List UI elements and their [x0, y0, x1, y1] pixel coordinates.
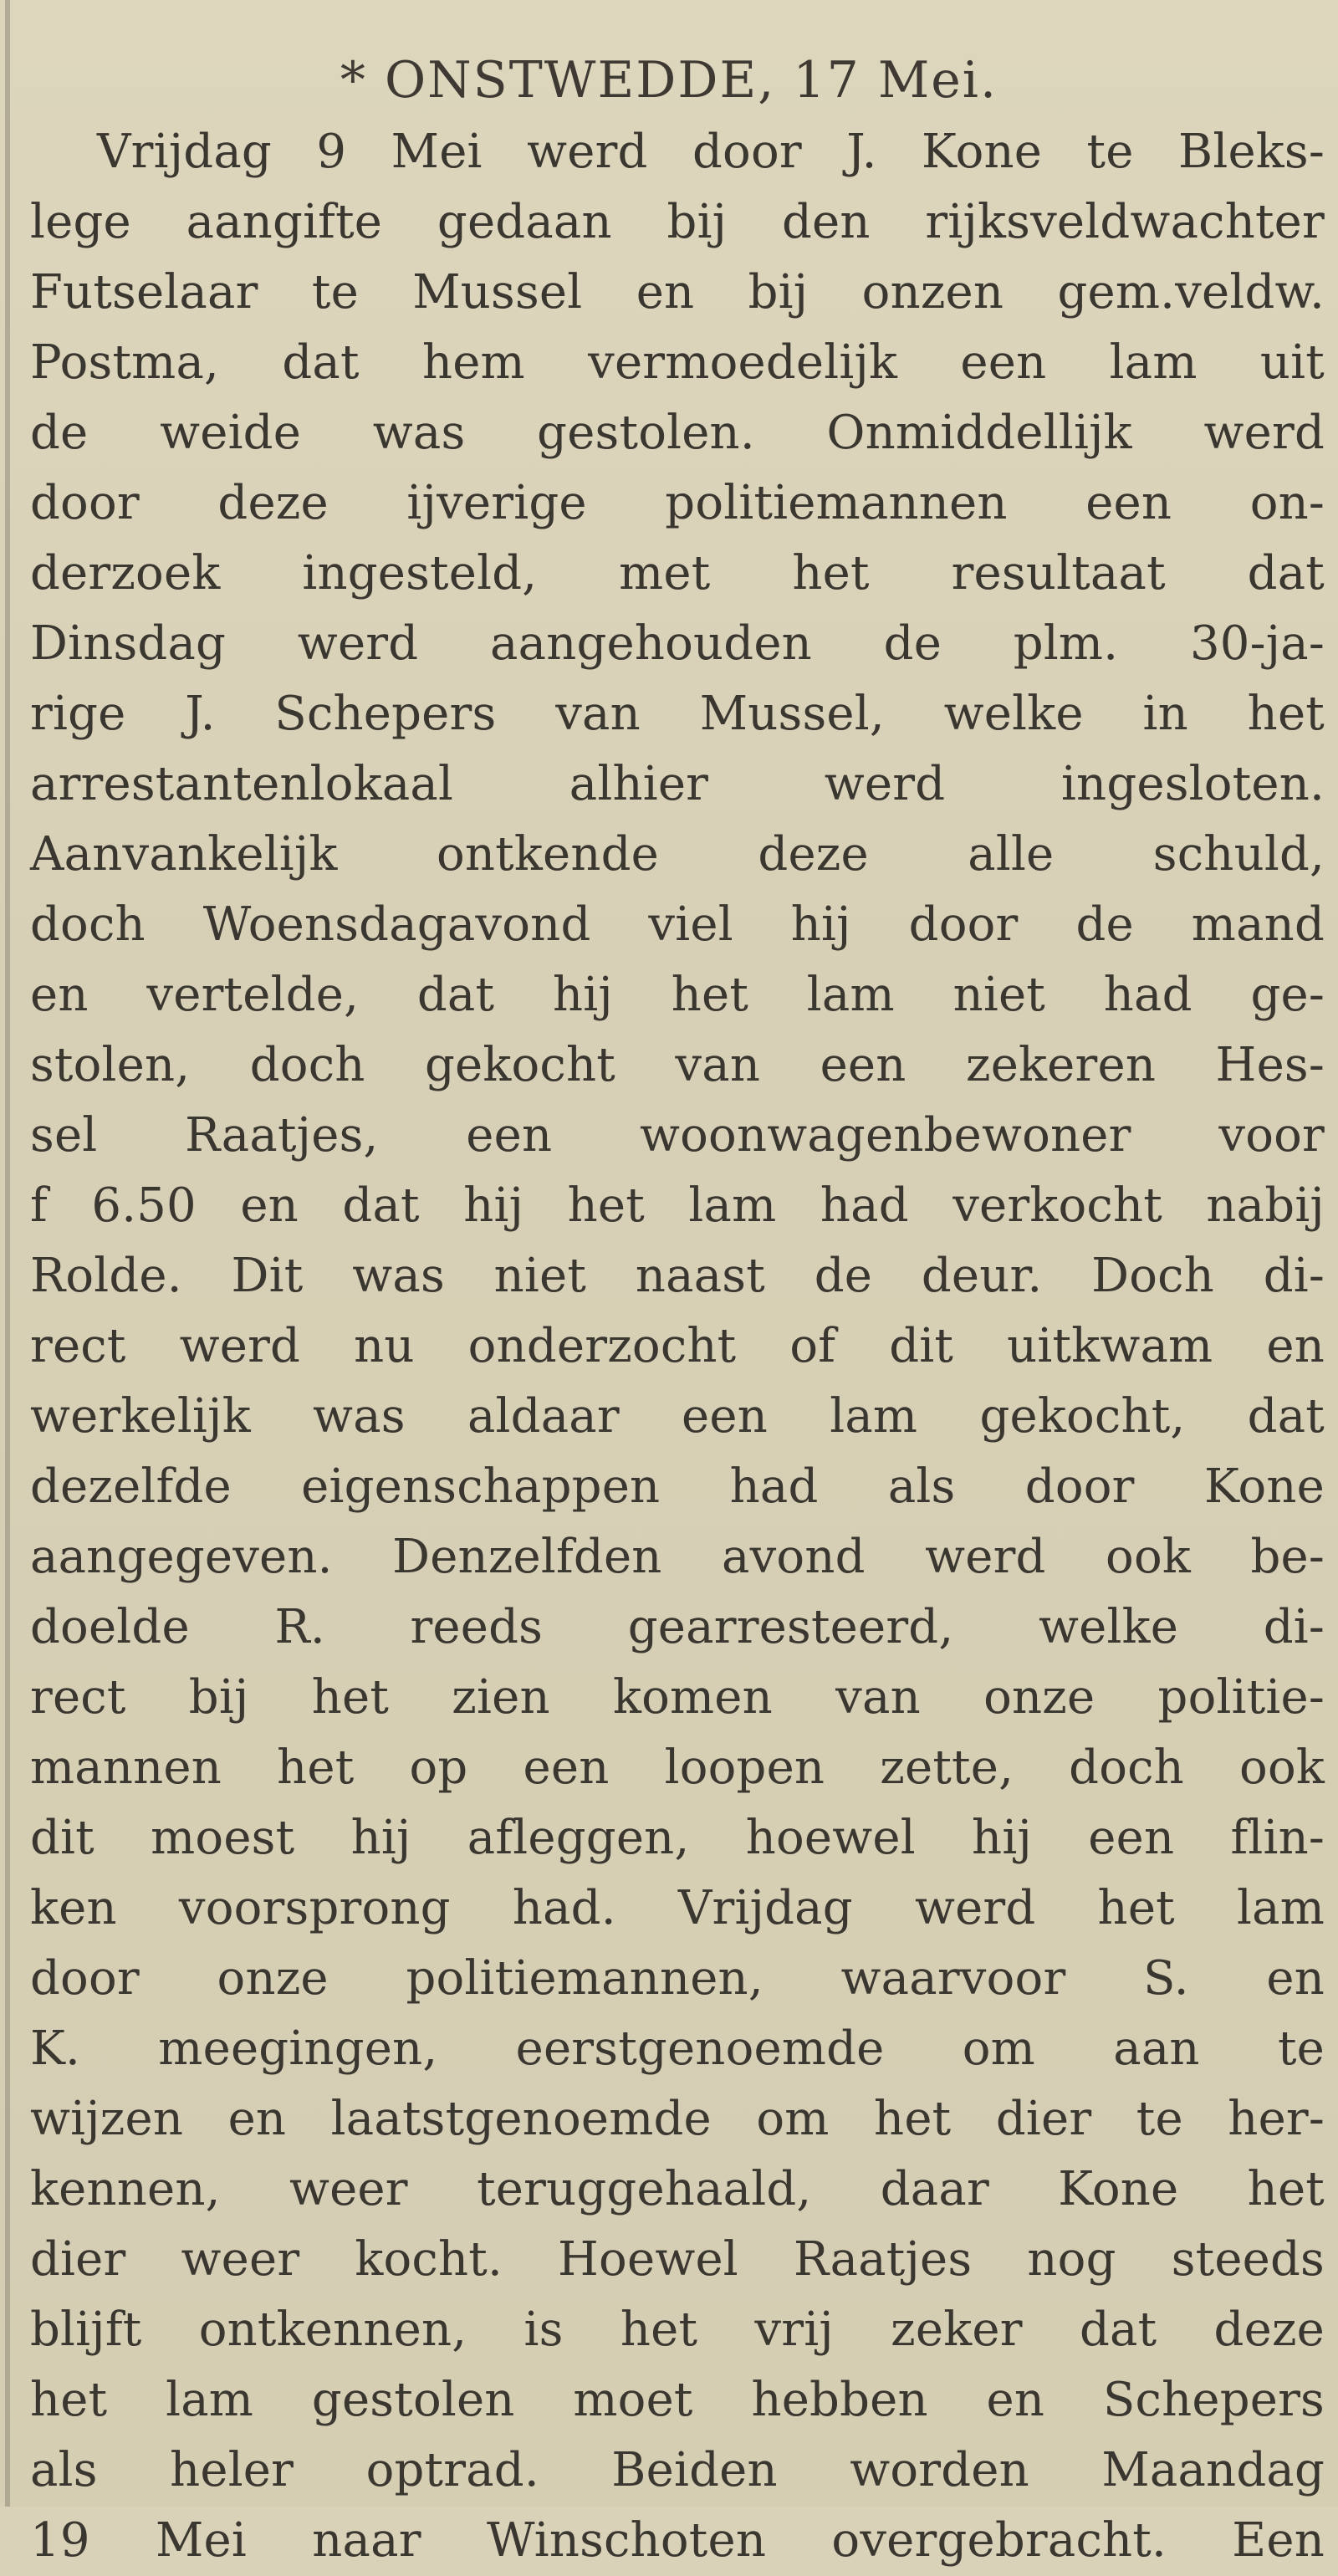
article-line: als heler optrad. Beiden worden Maandag — [30, 2443, 1325, 2497]
article-line: mannen het op een loopen zette, doch ook — [30, 1740, 1325, 1795]
article-line: rect bij het zien komen van onze politie- — [30, 1670, 1325, 1725]
article-line: doch Woensdagavond viel hij door de mand — [30, 897, 1325, 952]
article-line: Rolde. Dit was niet naast de deur. Doch di- — [30, 1249, 1325, 1303]
article-line: Dinsdag werd aangehouden de plm. 30-ja- — [30, 616, 1325, 671]
article-line: door onze politiemannen, waarvoor S. en — [30, 1951, 1325, 2006]
article-line: werkelijk was aldaar een lam gekocht, dat — [30, 1389, 1325, 1444]
article-line: blijft ontkennen, is het vrij zeker dat deze — [30, 2303, 1325, 2357]
article-line: Futselaar te Mussel en bij onzen gem.veldw. — [30, 265, 1325, 319]
article-line: de weide was gestolen. Onmiddellijk werd — [30, 406, 1325, 460]
article-line: stolen, doch gekocht van een zekeren Hes- — [30, 1038, 1325, 1092]
article-line: f 6.50 en dat hij het lam had verkocht nabij — [30, 1178, 1325, 1233]
article-line: dier weer kocht. Hoewel Raatjes nog steeds — [30, 2232, 1325, 2287]
article-line: Aanvankelijk ontkende deze alle schuld, — [30, 827, 1325, 882]
article-line: door deze ijverige politiemannen een on- — [30, 476, 1325, 530]
article-heading: * ONSTWEDDE, 17 Mei. — [340, 51, 998, 110]
article-line: en vertelde, dat hij het lam niet had ge- — [30, 968, 1325, 1022]
article-line: arrestantenlokaal alhier werd ingesloten. — [30, 757, 1325, 811]
article-line: wijzen en laatstgenoemde om het dier te her- — [30, 2092, 1325, 2146]
article-line: 19 Mei naar Winschoten overgebracht. Een — [30, 2513, 1325, 2568]
article-line: rige J. Schepers van Mussel, welke in het — [30, 687, 1325, 741]
article-line: sel Raatjes, een woonwagenbewoner voor — [30, 1108, 1325, 1163]
article-line: ken voorsprong had. Vrijdag werd het lam — [30, 1881, 1325, 1935]
article-line: K. meegingen, eerstgenoemde om aan te — [30, 2021, 1325, 2076]
article-line: het lam gestolen moet hebben en Schepers — [30, 2373, 1325, 2427]
article-line: Postma, dat hem vermoedelijk een lam uit — [30, 335, 1325, 390]
article-line: doelde R. reeds gearresteerd, welke di- — [30, 1600, 1325, 1654]
article-line: aangegeven. Denzelfden avond werd ook be- — [30, 1530, 1325, 1584]
column-rule — [5, 0, 10, 2507]
article-line: lege aangifte gedaan bij den rijksveldwachter — [30, 195, 1325, 249]
article-line: derzoek ingesteld, met het resultaat dat — [30, 546, 1325, 601]
article-line: dezelfde eigenschappen had als door Kone — [30, 1459, 1325, 1514]
article-line: kennen, weer teruggehaald, daar Kone het — [30, 2162, 1325, 2216]
article-body — [30, 117, 1325, 2576]
article-line: dit moest hij afleggen, hoewel hij een flin- — [30, 1811, 1325, 1865]
article-line: rect werd nu onderzocht of dit uitkwam en — [30, 1319, 1325, 1373]
article-line: Vrijdag 9 Mei werd door J. Kone te Bleks- — [97, 125, 1325, 179]
